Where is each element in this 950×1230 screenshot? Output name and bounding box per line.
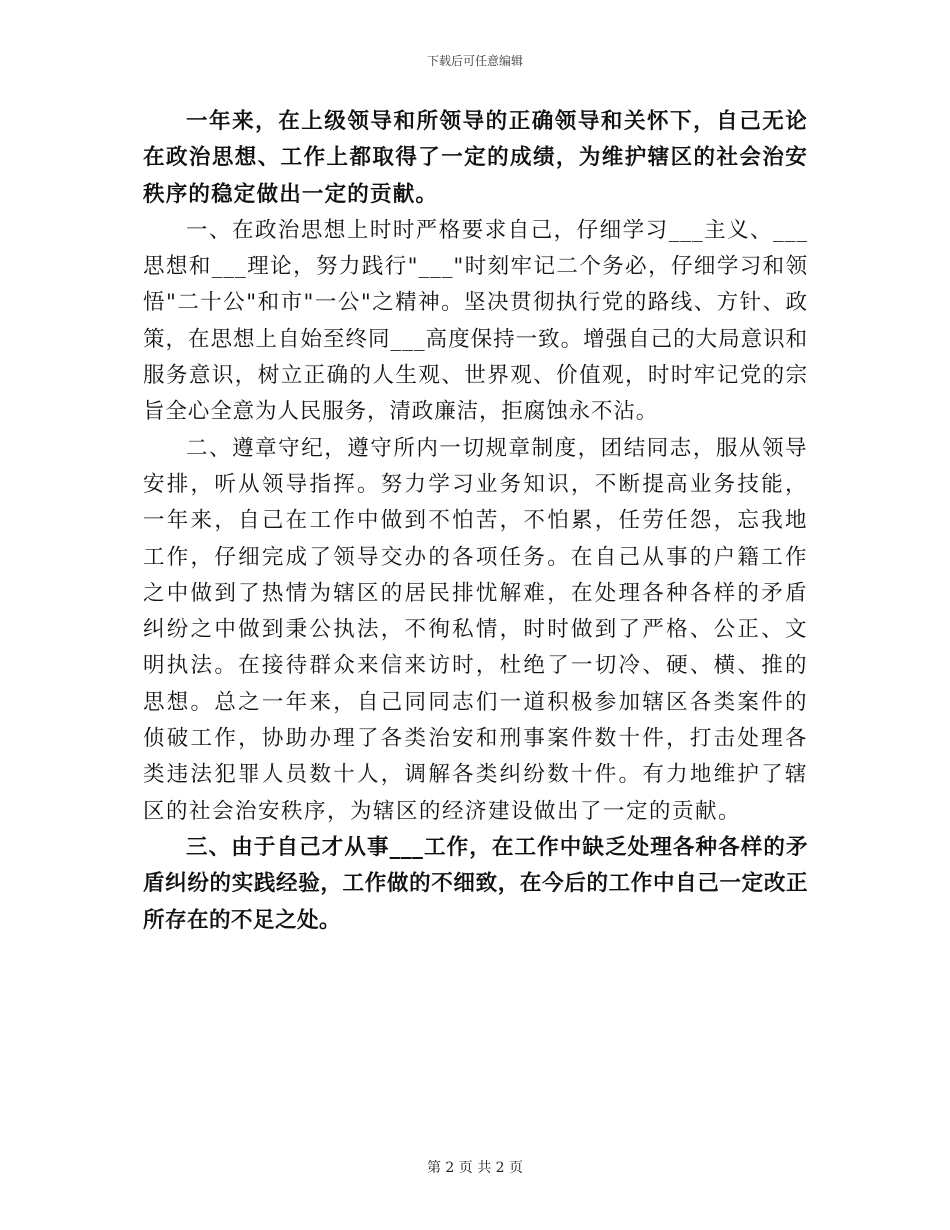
- section-three-paragraph: 三、由于自己才从事___工作，在工作中缺乏处理各种各样的矛盾纠纷的实践经验，工作做的不细致，在今后的工作中自己一定改正所存在的不足之处。: [143, 834, 808, 933]
- page-number-footer: 第 2 页 共 2 页: [426, 1160, 524, 1176]
- page-header-note: 下载后可任意编辑: [426, 54, 523, 68]
- intro-paragraph: 一年来，在上级领导和所领导的正确领导和关怀下，自己无论在政治思想、工作上都取得了一定的成绩，为维护辖区的社会治安秩序的稳定做出一定的贡献。: [143, 109, 808, 207]
- document-body: [143, 104, 808, 939]
- section-one-paragraph: 一、在政治思想上时时严格要求自己，仔细学习___主义、___思想和___理论，努力践行"___"时刻牢记二个务必，仔细学习和领悟"二十公"和市"一公"之精神。坚决贯彻执行党的路线、方针、政策，在思想上自始至终同___高度保持一致。增强自己的大局意识和服务意识，树立正确的人生观、世界观、价值观，时时牢记党的宗旨全心全意为人民服务，清政廉洁，拒腐蚀永不沾。: [143, 217, 808, 425]
- section-two-paragraph: 二、遵章守纪，遵守所内一切规章制度，团结同志，服从领导安排，听从领导指挥。努力学习业务知识，不断提高业务技能，一年来，自己在工作中做到不怕苦，不怕累，任劳任怨，忘我地工作，仔细完成了领导交办的各项任务。在自己从事的户籍工作之中做到了热情为辖区的居民排忧解难，在处理各种各样的矛盾纠纷之中做到秉公执法，不徇私情，时时做到了严格、公正、文明执法。在接待群众来信来访时，杜绝了一切冷、硬、横、推的思想。总之一年来，自己同同志们一道积极参加辖区各类案件的侦破工作，协助办理了各类治安和刑事案件数十件，打击处理各类违法犯罪人员数十人，调解各类纠纷数十件。有力地维护了辖区的社会治安秩序，为辖区的经济建设做出了一定的贡献。: [143, 435, 808, 824]
